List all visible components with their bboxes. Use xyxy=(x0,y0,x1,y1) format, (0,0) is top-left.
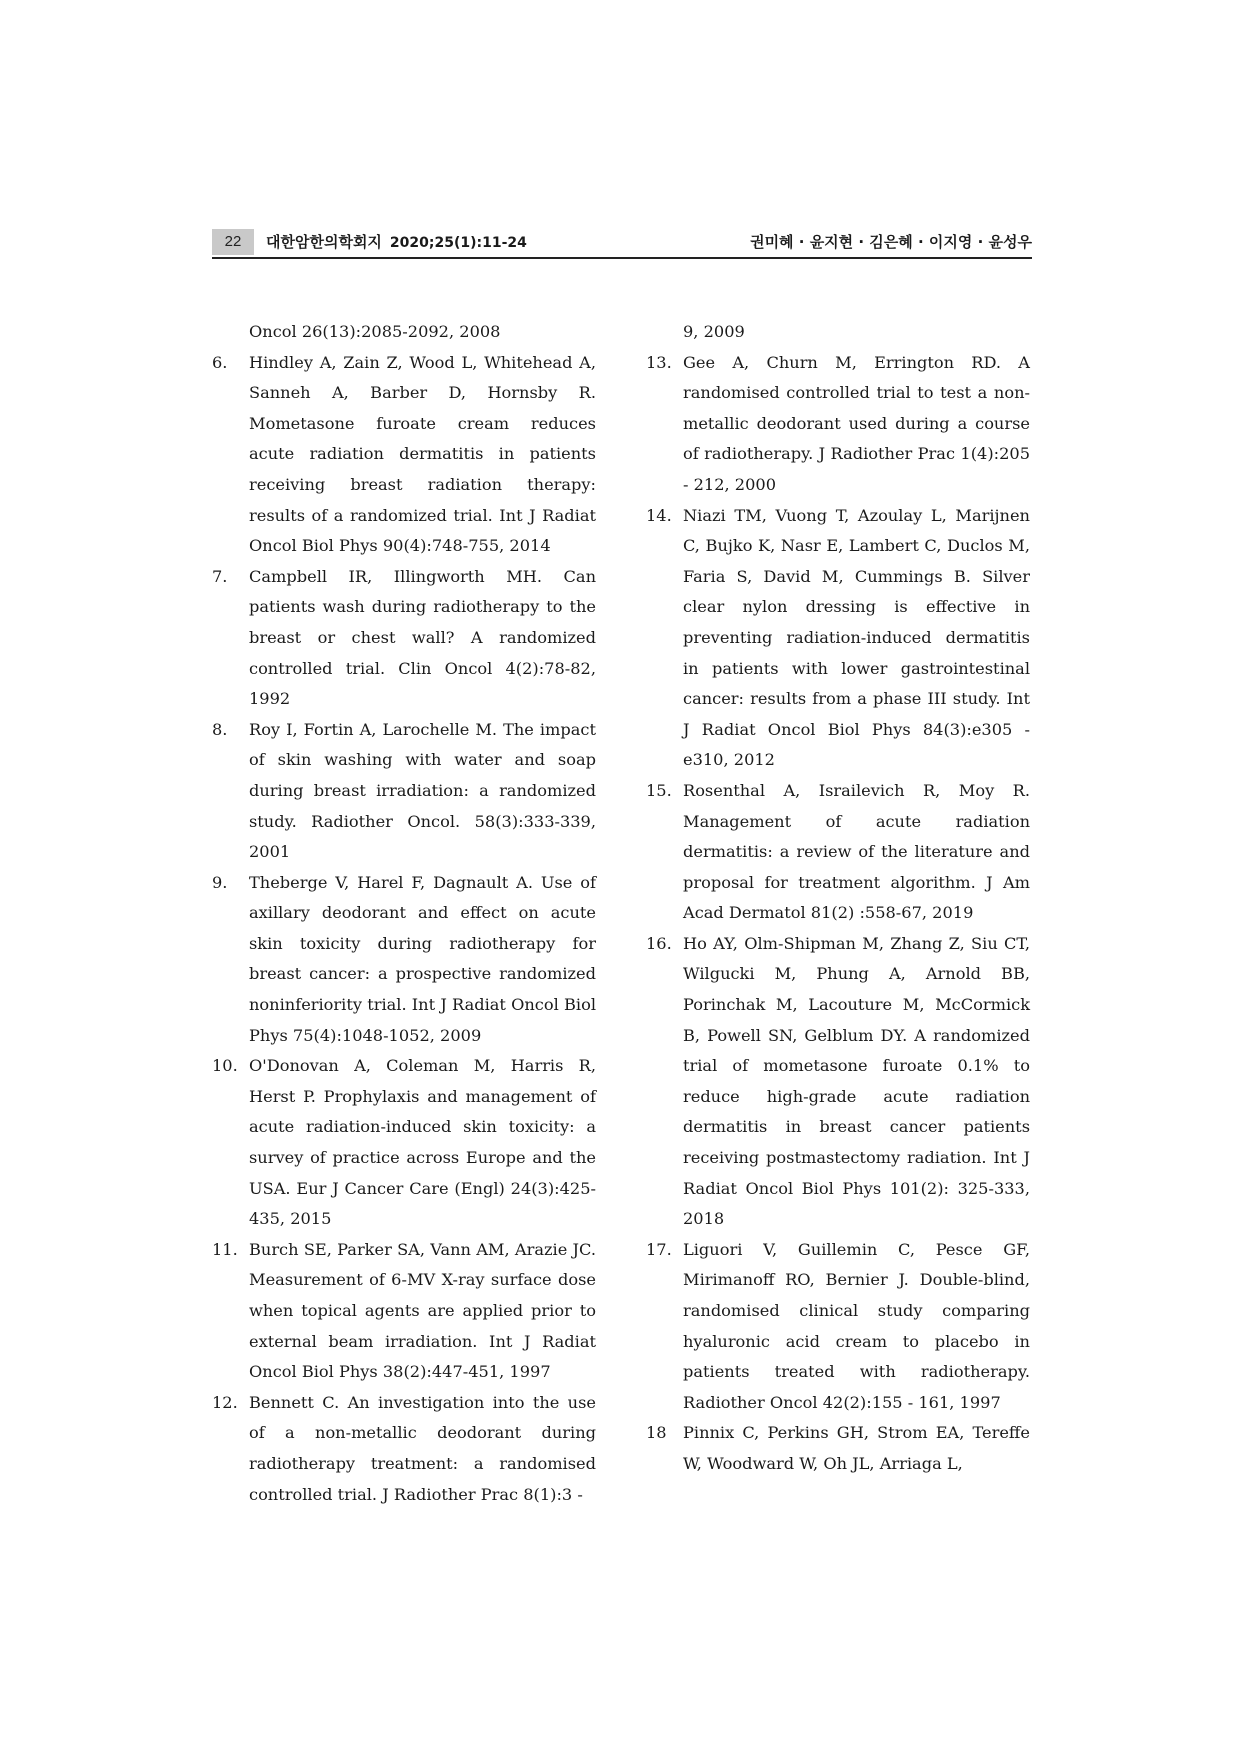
reference-number: 9. xyxy=(212,872,228,892)
reference-number: 10. xyxy=(212,1056,238,1076)
journal-name: 대한암한의학회지 xyxy=(266,233,382,251)
journal-citation: 2020;25(1):11-24 xyxy=(389,235,527,251)
reference-text: Bennett C. An investigation into the use of a non-metallic deodorant during radiotherapy treatment: a randomised controlled trial. J Radiother Prac 8(1):3 - xyxy=(249,1392,596,1504)
reference-item xyxy=(212,1235,596,1388)
reference-item xyxy=(646,501,1030,776)
right-column xyxy=(646,317,1030,1480)
header-authors: 권미혜 · 윤지현 · 김은혜 · 이지영 · 윤성우 xyxy=(750,233,1032,251)
reference-item xyxy=(212,868,596,1052)
continued-reference: 9, 2009 xyxy=(683,322,745,341)
reference-text: Theberge V, Harel F, Dagnault A. Use of axillary deodorant and effect on acute skin toxicity during radiotherapy for breast cancer: a prospective randomized noninferiority trial. Int J Radiat Oncol Biol Phys 75(4):1048-1052, 2009 xyxy=(249,872,596,1045)
reference-number: 12. xyxy=(212,1392,238,1412)
reference-text: Campbell IR, Illingworth MH. Can patients wash during radiotherapy to the breast or chest wall? A randomized controlled trial. Clin Oncol 4(2):78-82, 1992 xyxy=(249,566,596,709)
reference-number: 7. xyxy=(212,566,228,586)
reference-number: 13. xyxy=(646,352,672,372)
reference-text: Hindley A, Zain Z, Wood L, Whitehead A, Sanneh A, Barber D, Hornsby R. Mometasone furoate cream reduces acute radiation dermatitis in patients receiving breast radiation therapy: results of a randomized trial. Int J Radiat Oncol Biol Phys 90(4):748-755, 2014 xyxy=(249,352,596,556)
reference-text: Ho AY, Olm-Shipman M, Zhang Z, Siu CT, Wilgucki M, Phung A, Arnold BB, Porinchak M, Lacouture M, McCormick B, Powell SN, Gelblum DY. A randomized trial of mometasone furoate 0.1% to reduce high-grade acute radiation dermatitis in breast cancer patients receiving postmastectomy radiation. Int J Radiat Oncol Biol Phys 101(2): 325-333, 2018 xyxy=(683,933,1030,1229)
reference-number: 14. xyxy=(646,505,672,525)
reference-item xyxy=(212,1388,596,1510)
reference-text: O'Donovan A, Coleman M, Harris R, Herst P. Prophylaxis and management of acute radiation-induced skin toxicity: a survey of practice across Europe and the USA. Eur J Cancer Care (Engl) 24(3):425-435, 2015 xyxy=(249,1056,596,1229)
running-header xyxy=(212,229,1032,259)
reference-item xyxy=(212,348,596,562)
reference-item xyxy=(212,715,596,868)
continued-reference: Oncol 26(13):2085-2092, 2008 xyxy=(249,322,501,341)
left-column xyxy=(212,317,596,1510)
journal-title xyxy=(266,229,527,256)
page-number: 22 xyxy=(212,229,254,255)
reference-item xyxy=(212,1051,596,1235)
reference-item xyxy=(646,1418,1030,1479)
reference-number: 11. xyxy=(212,1239,238,1259)
reference-item xyxy=(646,1235,1030,1419)
reference-item xyxy=(646,776,1030,929)
reference-text: Rosenthal A, Israilevich R, Moy R. Management of acute radiation dermatitis: a review of the literature and proposal for treatment algorithm. J Am Acad Dermatol 81(2) :558-67, 2019 xyxy=(683,780,1030,923)
reference-text: Pinnix C, Perkins GH, Strom EA, Tereffe W, Woodward W, Oh JL, Arriaga L, xyxy=(683,1423,1030,1473)
reference-item xyxy=(212,562,596,715)
reference-number: 16. xyxy=(646,933,672,953)
reference-number: 8. xyxy=(212,719,228,739)
reference-text: Roy I, Fortin A, Larochelle M. The impact of skin washing with water and soap during breast irradiation: a randomized study. Radiother Oncol. 58(3):333-339, 2001 xyxy=(249,719,596,862)
reference-number: 17. xyxy=(646,1239,672,1259)
reference-text: Liguori V, Guillemin C, Pesce GF, Mirimanoff RO, Bernier J. Double-blind, randomised clinical study comparing hyaluronic acid cream to placebo in patients treated with radiotherapy. Radiother Oncol 42(2):155 - 161, 1997 xyxy=(683,1239,1030,1412)
reference-item xyxy=(646,929,1030,1235)
reference-text: Niazi TM, Vuong T, Azoulay L, Marijnen C, Bujko K, Nasr E, Lambert C, Duclos M, Faria S, David M, Cummings B. Silver clear nylon dressing is effective in preventing radiation-induced dermatitis in patients with lower gastrointestinal cancer: results from a phase III study. Int J Radiat Oncol Biol Phys 84(3):e305 - e310, 2012 xyxy=(683,505,1030,770)
reference-number: 15. xyxy=(646,780,672,800)
reference-item xyxy=(646,348,1030,501)
reference-text: Burch SE, Parker SA, Vann AM, Arazie JC. Measurement of 6-MV X-ray surface dose when topical agents are applied prior to external beam irradiation. Int J Radiat Oncol Biol Phys 38(2):447-451, 1997 xyxy=(249,1239,596,1382)
reference-number: 18 xyxy=(646,1423,667,1443)
reference-number: 6. xyxy=(212,352,228,372)
reference-text: Gee A, Churn M, Errington RD. A randomised controlled trial to test a non-metallic deodorant used during a course of radiotherapy. J Radiother Prac 1(4):205 - 212, 2000 xyxy=(683,352,1030,494)
